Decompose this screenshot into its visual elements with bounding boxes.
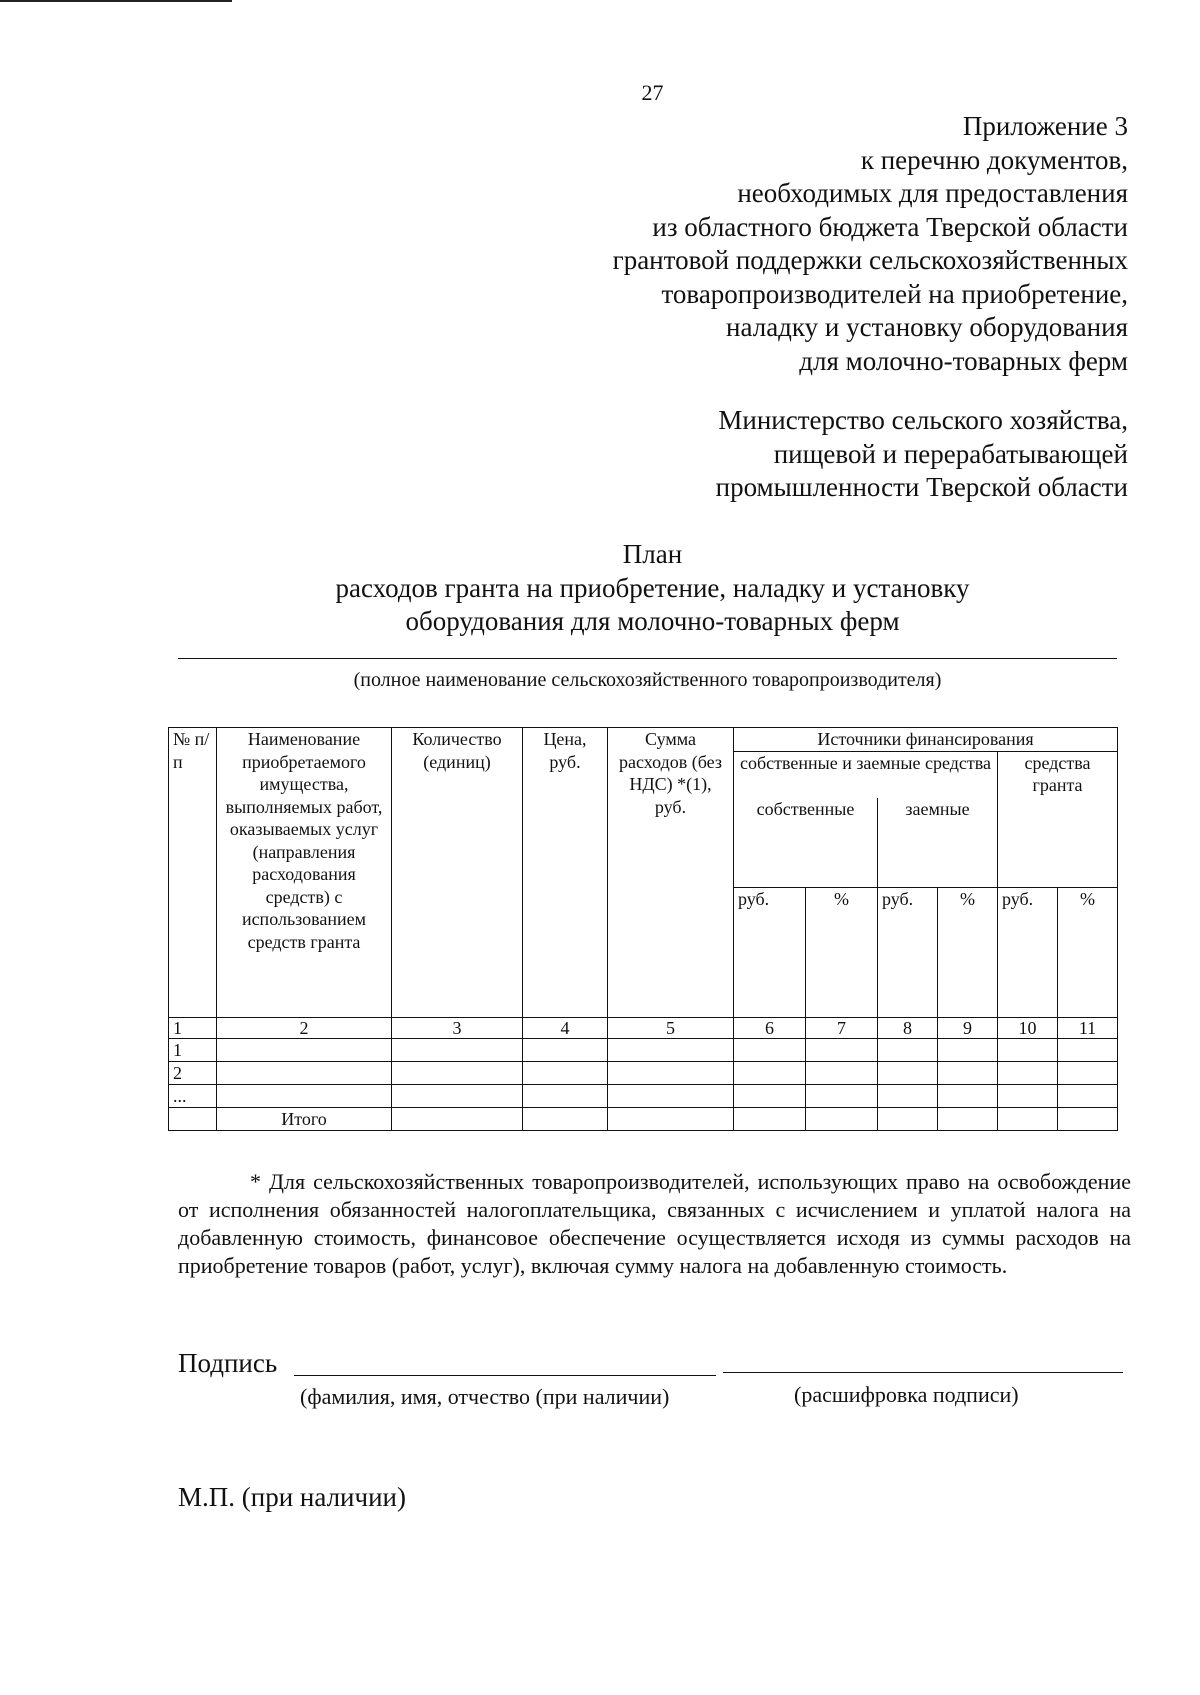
column-number: 8: [878, 1017, 938, 1038]
appendix-header: [613, 110, 1128, 378]
appendix-line: товаропроизводителей на приобретение,: [661, 278, 1128, 309]
header-price: Цена, руб.: [523, 728, 608, 1018]
column-number: 9: [938, 1017, 998, 1038]
column-number: 1: [169, 1017, 217, 1038]
expense-plan-table: [168, 727, 1118, 1131]
stamp-label: М.П. (при наличии): [178, 1482, 406, 1512]
signature-name-field: [294, 1375, 716, 1376]
header-own-and-borrowed: собственные и заемные средства: [734, 751, 998, 798]
page-number: 27: [641, 80, 664, 105]
header-quantity: Количество (единиц): [392, 728, 523, 1018]
plan-title: План: [622, 539, 683, 569]
column-number: 4: [523, 1017, 608, 1038]
column-number: 6: [734, 1017, 806, 1038]
header-percent: %: [1058, 887, 1118, 1017]
ministry-addressee: [716, 404, 1128, 505]
row-item-name: [217, 1084, 392, 1107]
column-number: 11: [1058, 1017, 1118, 1038]
header-rub: руб.: [734, 887, 806, 1017]
row-number: ...: [169, 1084, 217, 1107]
ministry-line: Министерство сельского хозяйства,: [718, 405, 1128, 435]
column-number: 10: [998, 1017, 1058, 1038]
signature-decoding-field: [723, 1372, 1123, 1373]
header-number: № п/ п: [169, 728, 217, 1018]
header-sum: Сумма расходов (без НДС) *(1), руб.: [608, 728, 734, 1018]
header-percent: %: [806, 887, 878, 1017]
appendix-line: Приложение 3: [962, 111, 1128, 141]
header-rub: руб.: [878, 887, 938, 1017]
row-item-name: [217, 1038, 392, 1061]
column-number: 3: [392, 1017, 523, 1038]
signature-label: Подпись: [178, 1348, 278, 1378]
ministry-line: пищевой и перерабатывающей: [773, 438, 1128, 469]
signature-name-caption: (фамилия, имя, отчество (при наличии): [300, 1384, 670, 1409]
column-number: 7: [806, 1017, 878, 1038]
footnote-text: * Для сельскохозяйственных товаропроизводителей, использующих право на освобождение от исполнения обязанностей налогоплательщика, связанных с исчислением и уплатой налога на добавленную стоимость, финансовое обеспечение осуществляется исходя из суммы расходов на приобретение товаров (работ, услуг), включая сумму налога на добавленную стоимость.: [178, 1169, 1131, 1278]
signature-decoding-caption: (расшифровка подписи): [794, 1382, 1019, 1407]
appendix-line: из областного бюджета Тверской области: [652, 211, 1128, 242]
scan-edge-line: [0, 0, 232, 2]
appendix-line: необходимых для предоставления: [737, 178, 1128, 208]
table-row: [169, 1061, 1118, 1084]
column-number: 5: [608, 1017, 734, 1038]
total-label: Итого: [217, 1107, 392, 1130]
plan-title-block: [0, 538, 1200, 639]
header-funding-sources: Источники финансирования: [734, 728, 1118, 752]
row-number: 2: [169, 1061, 217, 1084]
table-row: [169, 1038, 1118, 1061]
producer-name-caption: (полное наименование сельскохозяйственного товаропроизводителя): [353, 669, 942, 691]
appendix-line: наладку и установку оборудования: [726, 312, 1128, 342]
producer-name-field: [178, 658, 1117, 659]
row-number: 1: [169, 1038, 217, 1061]
appendix-line: для молочно-товарных ферм: [799, 345, 1128, 376]
header-own: собственные: [734, 798, 878, 887]
plan-subtitle-line: расходов гранта на приобретение, наладку и установку: [335, 572, 970, 603]
ministry-line: промышленности Тверской области: [715, 472, 1128, 502]
column-number: 2: [217, 1017, 392, 1038]
row-item-name: [217, 1061, 392, 1084]
vat-footnote: [178, 1168, 1131, 1280]
header-rub: руб.: [998, 887, 1058, 1017]
header-percent: %: [938, 887, 998, 1017]
header-borrowed: заемные: [878, 798, 998, 887]
header-item-name: Наименование приобретаемого имущества, выполняемых работ, оказываемых услуг (направления расходования средств) с использованием средств гранта: [217, 728, 392, 1018]
total-row: [169, 1107, 1118, 1130]
header-grant-funds: средства гранта: [998, 751, 1118, 887]
column-numbers-row: [169, 1017, 1118, 1038]
appendix-line: грантовой поддержки сельскохозяйственных: [612, 245, 1128, 275]
table-row: [169, 1084, 1118, 1107]
plan-subtitle-line: оборудования для молочно-товарных ферм: [405, 606, 900, 636]
appendix-line: к перечню документов,: [860, 144, 1128, 175]
